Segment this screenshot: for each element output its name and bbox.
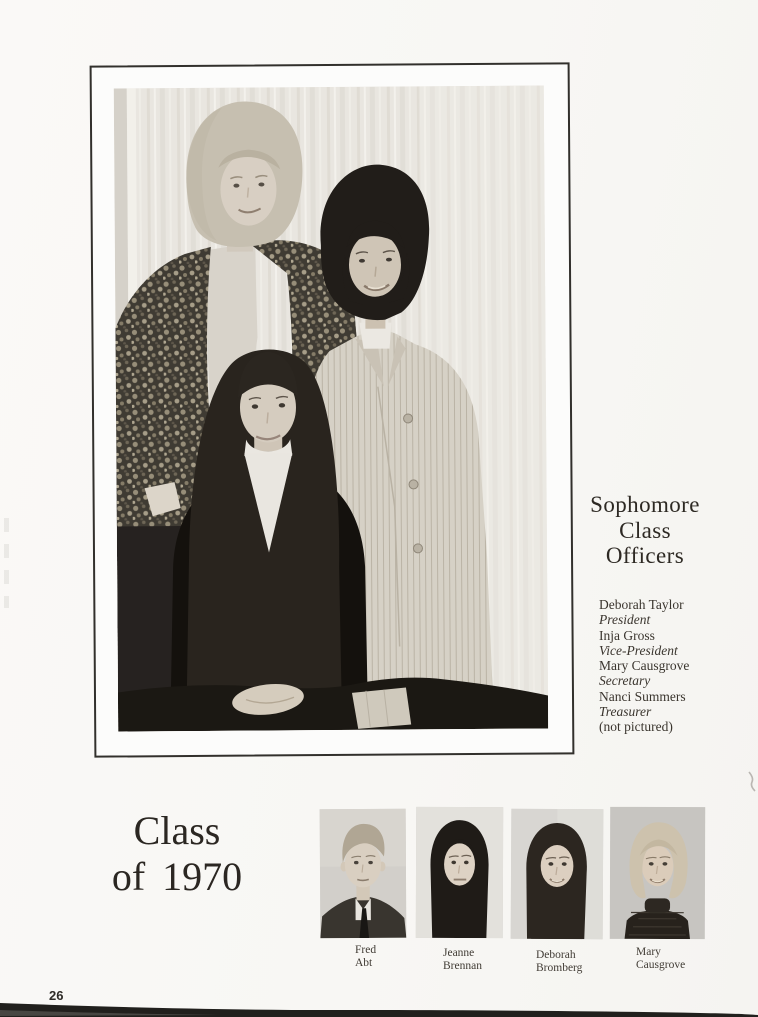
portrait-photo-fred-abt [320, 809, 407, 938]
caption-last-name: Bromberg [536, 961, 583, 974]
caption-first-name: Deborah [536, 949, 576, 961]
portrait-photo-mary-causgrove [610, 807, 705, 939]
group-photo-illustration [114, 86, 548, 732]
caption-first-name: Mary [636, 946, 661, 958]
portrait-illustration [610, 807, 705, 939]
officer-name: Deborah Taylor [599, 597, 684, 612]
portrait-photo-deborah-bromberg [511, 809, 604, 939]
officers-title-line: Officers [605, 543, 685, 568]
officer-name: Mary Causgrove [599, 658, 690, 674]
officer-entry [599, 597, 689, 628]
officer-name: Nanci Summers [599, 688, 686, 704]
portrait-caption-deborah-bromberg [536, 949, 582, 975]
officer-entry [599, 658, 689, 689]
caption-first-name: Jeanne [443, 947, 475, 959]
portrait-illustration [416, 807, 503, 938]
portrait-illustration [511, 809, 604, 939]
caption-last-name: Causgrove [636, 958, 686, 971]
officer-role: Treasurer [599, 704, 652, 720]
portrait-illustration [320, 809, 407, 938]
caption-first-name: Fred [355, 944, 377, 956]
officer-entry [599, 628, 689, 659]
portrait-photo-jeanne-brennan [416, 807, 503, 938]
officer-name: Inja Gross [599, 627, 655, 643]
officers-list [599, 597, 689, 735]
photo-frame [90, 62, 575, 757]
officers-note: (not pictured) [599, 719, 673, 735]
officer-role: Secretary [599, 673, 651, 689]
skirt-patch [352, 687, 411, 728]
class-heading-line1: Class [133, 808, 221, 853]
officers-title-line: Sophomore [590, 492, 700, 517]
scan-mark-right [747, 768, 758, 794]
scan-marks-left [4, 518, 9, 608]
group-photo [114, 86, 548, 732]
caption-last-name: Abt [355, 956, 373, 969]
portrait-caption-fred-abt [355, 944, 376, 970]
officer-role: Vice-President [599, 642, 678, 658]
officers-title [561, 492, 729, 569]
officer-role: President [599, 612, 651, 628]
portrait-caption-jeanne-brennan [443, 947, 482, 973]
portrait-caption-mary-causgrove [636, 946, 685, 972]
caption-last-name: Brennan [443, 959, 482, 972]
officers-title-line: Class [619, 517, 671, 543]
officer-entry [599, 689, 689, 720]
page-number: 26 [49, 988, 64, 1003]
class-heading-line2: of 1970 [111, 854, 243, 899]
scan-bottom-edge [0, 1000, 758, 1017]
class-heading [96, 808, 258, 900]
